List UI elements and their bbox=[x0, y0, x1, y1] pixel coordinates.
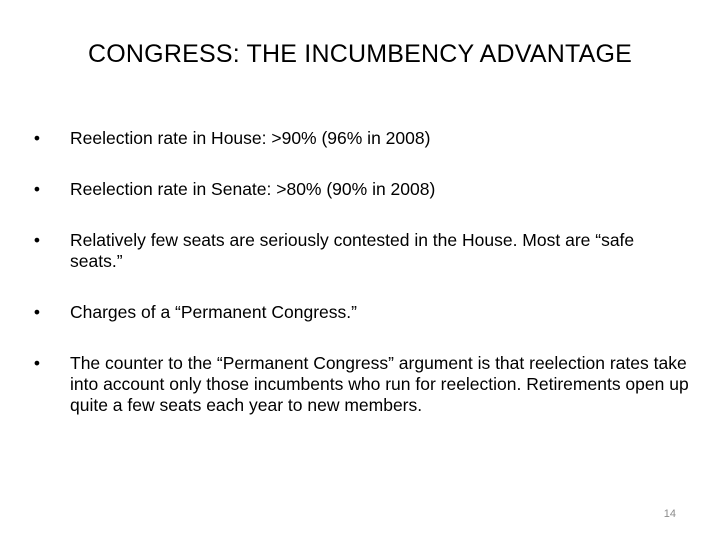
bullet-text: Relatively few seats are seriously contested in the House. Most are “safe seats.” bbox=[70, 230, 635, 271]
bullet-icon: • bbox=[33, 179, 41, 199]
bullet-icon: • bbox=[33, 128, 41, 148]
bullet-text: Reelection rate in House: >90% (96% in 2008) bbox=[70, 128, 431, 148]
bullet-text: The counter to the “Permanent Congress” argument is that reelection rates take into account only those incumbents who run for reelection. Retirements open up quite a few seats each year to new members. bbox=[70, 353, 689, 415]
bullet-item-counter-argument bbox=[30, 353, 690, 416]
bullet-item-permanent-congress bbox=[30, 302, 690, 323]
bullet-item-senate bbox=[30, 179, 690, 200]
page-number: 14 bbox=[663, 508, 676, 520]
bullet-icon: • bbox=[33, 353, 41, 373]
bullet-item-contested-seats bbox=[30, 230, 690, 272]
bullet-item-house bbox=[30, 128, 690, 149]
bullet-text: Reelection rate in Senate: >80% (90% in 2008) bbox=[70, 179, 436, 199]
slide-title: CONGRESS: THE INCUMBENCY ADVANTAGE bbox=[88, 40, 632, 68]
bullet-list bbox=[30, 128, 690, 446]
bullet-text: Charges of a “Permanent Congress.” bbox=[70, 302, 357, 322]
bullet-icon: • bbox=[33, 230, 41, 250]
bullet-icon: • bbox=[33, 302, 41, 322]
